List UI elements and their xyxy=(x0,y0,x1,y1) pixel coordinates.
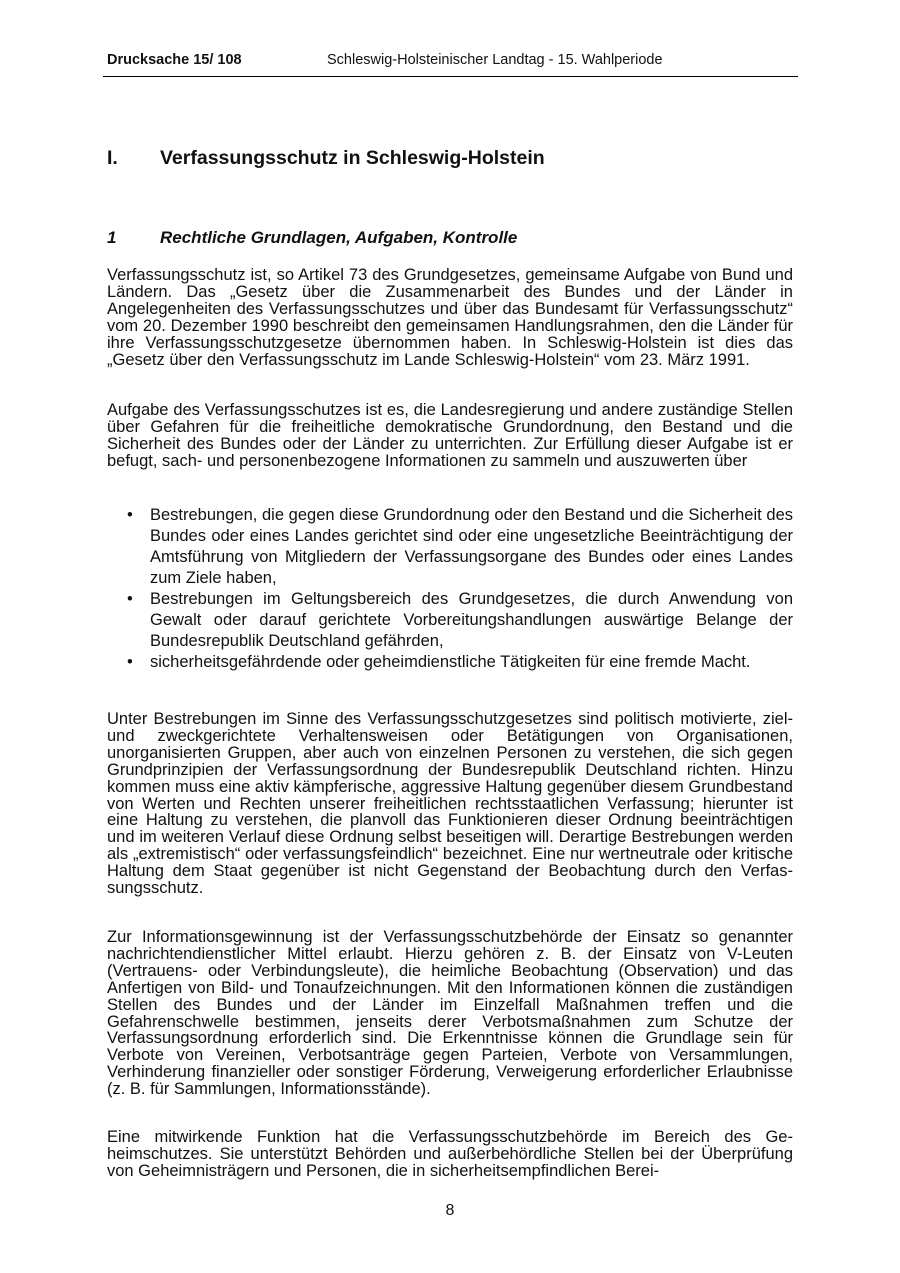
list-item-text: Bestrebungen im Geltungsbereich des Grundgesetzes, die durch Anwendung von Gewalt oder darauf gerichtete Vorbereitungshandlungen auswärtige Belange der Bundesrepublik Deutschland gefährden, xyxy=(150,590,793,650)
bullet-list xyxy=(107,505,793,673)
paragraph: Unter Bestrebungen im Sinne des Verfassungsschutzgesetzes sind politisch motivierte, ziel- und zweckgerichtete Verhaltensweisen oder Betätigungen von Organisationen, unorganisierten Gruppen, aber auch von einzelnen Personen zu verstehen, die sich gegen Grundprinzipien der Verfassungsordnung der Bundesrepublik Deutschland richten. Hinzu kommen muss eine aktiv kämpferische, aggressive Haltung gegenüber diesem Grundbestand von Werten und Rechten unserer freiheitlichen rechtsstaatlichen Verfassung; hierunter ist eine Haltung zu verstehen, die planvoll das Funktionieren dieser Ordnung beeinträchtigen und im weiteren Verlauf diese Ordnung selbst beseitigen will. Derartige Bestrebungen werden als „extremistisch“ oder verfassungsfeindlich“ bezeichnet. Eine nur wertneutrale oder kritische Haltung dem Staat gegenüber ist nicht Gegenstand der Beobachtung durch den Verfassungsschutz. xyxy=(107,710,793,898)
list-item-text: sicherheitsgefährdende oder geheimdienstliche Tätigkeiten für eine fremde Macht. xyxy=(150,653,751,671)
subsection-title: Rechtliche Grundlagen, Aufgaben, Kontrolle xyxy=(160,228,518,247)
bullet-icon: • xyxy=(127,590,133,608)
paragraph: Verfassungsschutz ist, so Artikel 73 des Grundgesetzes, gemeinsame Aufgabe von Bund und Ländern. Das „Gesetz über die Zusammenarbeit des Bundes und der Länder in Angelegenheiten des Verfassungsschutzes und über das Bundesamt für Verfassungsschutz“ vom 20. Dezember 1990 beschreibt den gemeinsamen Handlungsrahmen, den die Länder für ihre Verfassungsschutzgesetze übernommen haben. In Schleswig-Holstein ist dies das „Gesetz über den Verfassungsschutz im Lande Schleswig-Holstein“ vom 23. März 1991. xyxy=(107,266,793,369)
subsection-heading xyxy=(107,228,517,248)
list-item xyxy=(107,589,793,652)
document-number: Drucksache 15/ 108 xyxy=(107,52,242,68)
bullet-icon: • xyxy=(127,653,133,671)
page-header xyxy=(103,52,798,77)
section-heading xyxy=(107,147,545,170)
list-item xyxy=(107,505,793,589)
paragraph: Eine mitwirkende Funktion hat die Verfassungsschutzbehörde im Bereich des Geheimschutzes. Sie unterstützt Behörden und außerbehördliche Stellen bei der Überprüfung von Geheimnisträgern und Personen, die in sicherheitsempfindlichen Berei- xyxy=(107,1128,793,1180)
header-title: Schleswig-Holsteinischer Landtag - 15. Wahlperiode xyxy=(327,52,663,68)
paragraph: Zur Informationsgewinnung ist der Verfassungsschutzbehörde der Einsatz so genannter nachrichtendienstlicher Mittel erlaubt. Hierzu gehören z. B. der Einsatz von V-Leuten (Vertrauens- oder Verbindungsleute), die heimliche Beobachtung (Observation) und das Anfertigen von Bild- und Tonaufzeichnungen. Mit den Informationen können die zuständigen Stellen des Bundes und der Länder im Einzelfall Maßnahmen treffen und die Gefahrenschwelle bestimmen, jenseits derer Verbotsmaßnahmen zum Schutze der Verfassungsordnung erforderlich sind. Die Erkenntnisse können die Grundlage sein für Verbote von Vereinen, Verbotsanträge gegen Parteien, Verbote von Versammlungen, Verhinderung finanzieller oder sonstiger Förderung, Verweigerung erforderlicher Erlaubnisse (z. B. für Sammlungen, Informationsstände). xyxy=(107,928,793,1099)
list-item xyxy=(107,652,793,673)
section-number: I. xyxy=(107,147,118,169)
section-title: Verfassungsschutz in Schleswig-Holstein xyxy=(160,147,545,169)
paragraph: Aufgabe des Verfassungsschutzes ist es, die Landesregierung und andere zuständige Stellen über Gefahren für die freiheitliche demokratische Grundordnung, den Bestand und die Sicherheit des Bundes oder der Länder zu unterrichten. Zur Erfüllung dieser Aufgabe ist er befugt, sach- und personenbezogene Informationen zu sammeln und auszuwerten über xyxy=(107,401,793,470)
list-item-text: Bestrebungen, die gegen diese Grundordnung oder den Bestand und die Sicherheit des Bundes oder eines Landes gerichtet sind oder eine ungesetzliche Beeinträchtigung der Amtsführung von Mitgliedern der Verfassungsorgane des Bundes oder eines Landes zum Ziele haben, xyxy=(150,506,793,587)
bullet-icon: • xyxy=(127,506,133,524)
subsection-number: 1 xyxy=(107,228,117,247)
page-number: 8 xyxy=(445,1202,455,1219)
